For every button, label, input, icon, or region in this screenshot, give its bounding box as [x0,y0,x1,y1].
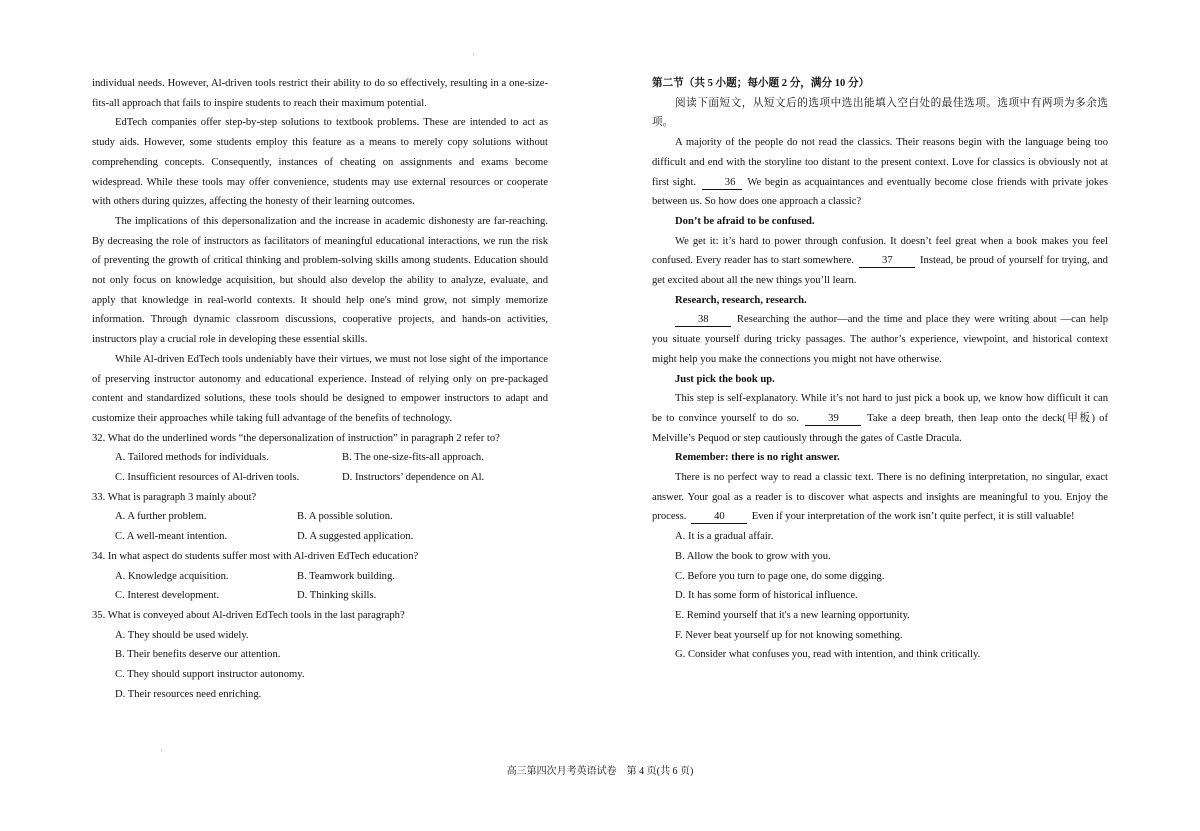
option-a: A. They should be used widely. [115,629,249,641]
option-b: B. Teamwork building. [297,570,395,582]
section-heading: 第二节（共 5 小题；每小题 2 分，满分 10 分） [652,78,870,89]
text: Instead, be proud of yourself for trying, and get excited about all the new things you’ll learn. [652,255,1108,287]
passage-paragraph [652,468,1108,527]
text: A majority of the people do not read the classics. Their reasons begin with the language being too difficult and end with the storyline too distant to the present context. Love for classics is obviously not at first sight. [652,137,1108,188]
passage-paragraph [652,389,1108,448]
passage-paragraph [652,232,1108,291]
blank-40[interactable]: 40 [691,510,747,524]
passage-paragraph: While Al-driven EdTech tools undeniably have their virtues, we must not lose sight of the importance of preserving instructor autonomy and educational experience. Instead of relying only on pre-packaged content and standardized solutions, these tools should be designed to empower instructors to adapt and customize their approaches while taking full advantage of the benefits of technology. [92,353,548,424]
passage-paragraph: individual needs. However, Al-driven tools restrict their ability to do so effectively, resulting in a one-size-fits-all approach that fails to inspire students to reach their maximum potential. [92,78,548,109]
option-d: D. Their resources need enriching. [115,688,262,700]
question-33-options-row [92,527,548,547]
blank-37[interactable]: 37 [859,254,915,268]
blank-39[interactable]: 39 [805,412,861,426]
question-32-options-row [92,468,548,488]
option-a: A. Knowledge acquisition. [115,570,229,582]
blank-38[interactable]: 38 [675,313,731,327]
passage-paragraph: EdTech companies offer step-by-step solutions to textbook problems. These are intended to act as study aids. However, some students employ this feature as a means to merely copy solutions without comprehending concepts. Consequently, instances of cheating on assignments and exams become widespread. While these tools may offer convenience, students may use external resources or cooperate with others during quizzes, affecting the honesty of their learning outcomes. [92,117,548,208]
text: Take a deep breath, then leap onto the deck(甲板) of Melville’s Pequod or step cautiously through the gates of Castle Dracula. [652,412,1108,444]
instructions: 阅读下面短文，从短文后的选项中选出能填入空白处的最佳选项。选项中有两项为多余选项。 [652,97,1108,129]
question-33-options-row [92,507,548,527]
passage-paragraph [652,133,1108,212]
text: This step is self-explanatory. While it’s not hard to just pick a book up, we know how difficult it can be to convince yourself to do so. [652,393,1108,424]
option-c: C. Insufficient resources of Al-driven tools. [115,472,300,484]
question-32: 32. What do the underlined words “the depersonalization of instruction” in paragraph 2 refer to? [92,432,500,444]
option-c: C. They should support instructor autonomy. [115,669,305,681]
passage-paragraph [652,310,1108,369]
option-c: C. A well-meant intention. [115,531,228,543]
text: Even if your interpretation of the work isn’t quite perfect, it is still valuable! [751,511,1075,523]
option-b: B. Allow the book to grow with you. [675,550,831,562]
question-33: 33. What is paragraph 3 mainly about? [92,491,257,503]
option-e: E. Remind yourself that it's a new learning opportunity. [675,609,910,621]
subheading: Don’t be afraid to be confused. [675,215,815,227]
page-footer: 高三第四次月考英语试卷 第 4 页(共 6 页) [506,766,694,777]
blank-36[interactable]: 36 [702,176,742,190]
subheading: Research, research, research. [675,294,807,306]
question-34: 34. In what aspect do students suffer most with Al-driven EdTech education? [92,550,419,562]
option-d: D. It has some form of historical influence. [675,590,858,602]
option-b: B. Their benefits deserve our attention. [115,649,281,661]
scan-mark: · [472,50,475,59]
question-35: 35. What is conveyed about Al-driven EdTech tools in the last paragraph? [92,609,405,621]
option-d: D. A suggested application. [297,531,414,543]
subheading: Just pick the book up. [675,373,775,385]
left-column [92,74,548,705]
option-a: A. It is a gradual affair. [675,531,774,543]
option-f: F. Never beat yourself up for not knowing something. [675,629,903,641]
passage-paragraph: The implications of this depersonalization and the increase in academic dishonesty are far-reaching. By decreasing the role of instructors as facilitators of meaningful educational interactions, we run the risk of preventing the growth of critical thinking and problem-solving skills among students. Education should not only focus on knowledge acquisition, but should also develop the ability to analyze, evaluate, and apply that knowledge in real-world contexts. It should help one's mind grow, not simply memorize information. Through dynamic classroom discussions, cooperative projects, and hands-on activities, instructors play a crucial role in developing these essential skills. [92,215,548,346]
scan-mark: · [160,746,163,755]
option-a: A. A further problem. [115,511,207,523]
option-b: B. The one-size-fits-all approach. [342,452,484,464]
option-c: C. Before you turn to page one, do some digging. [675,570,885,582]
question-32-options-row [92,448,548,468]
subheading: Remember: there is no right answer. [675,452,840,464]
question-34-options-row [92,567,548,587]
text: There is no perfect way to read a classic text. There is no defining interpretation, no singular, exact answer. Your goal as a reader is to discover what aspects and insights are meaningful to you. Enjoy the process. [652,472,1108,523]
question-34-options-row [92,586,548,606]
option-d: D. Instructors’ dependence on Al. [342,472,485,484]
right-column [652,74,1108,665]
text: We get it: it’s hard to power through confusion. It doesn’t feel great when a book makes you feel confused. Every reader has to start somewhere. [652,235,1108,267]
text: We begin as acquaintances and eventually become close friends with private jokes between us. So how does one approach a classic? [652,176,1109,208]
option-a: A. Tailored methods for individuals. [115,452,269,464]
option-c: C. Interest development. [115,590,220,602]
option-b: B. A possible solution. [297,511,393,523]
option-g: G. Consider what confuses you, read with intention, and think critically. [675,649,981,661]
option-d: D. Thinking skills. [297,590,377,602]
text: Researching the author—and the time and place they were writing about —can help you situate yourself during tricky passages. The author’s experience, viewpoint, and historical context might help you make the connections you might not have otherwise. [652,314,1108,365]
